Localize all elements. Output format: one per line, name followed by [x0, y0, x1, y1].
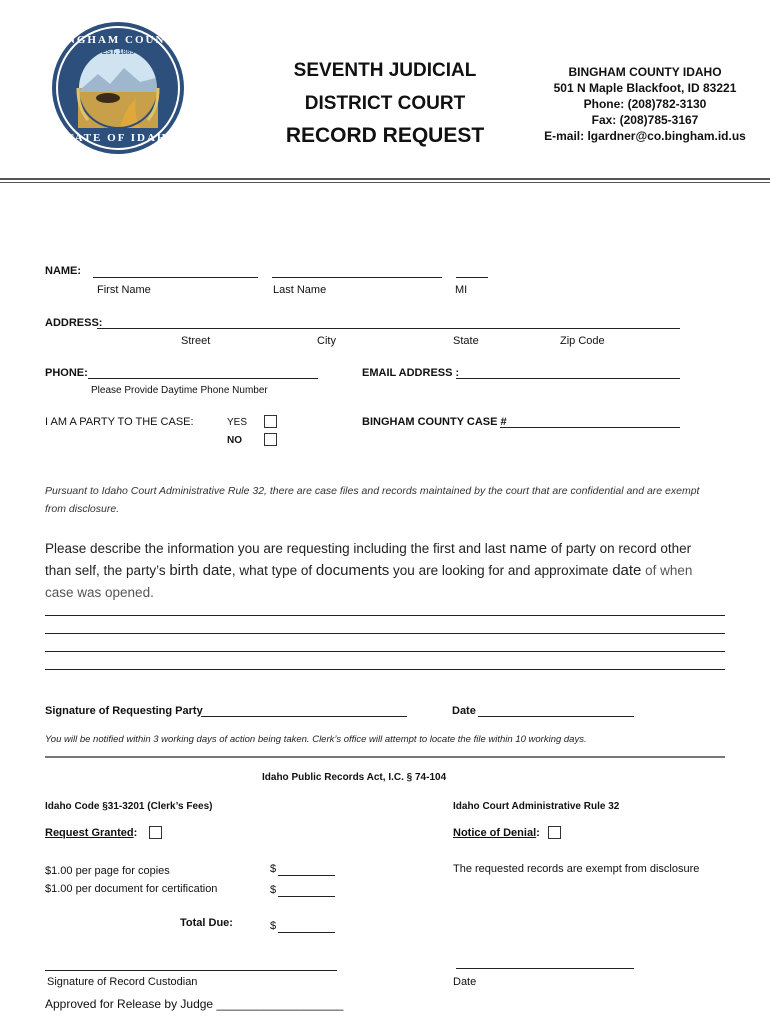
phone-field[interactable] [88, 378, 318, 379]
seal-bottom-text: STATE OF IDAHO [57, 132, 179, 144]
notice-denial-label: Notice of Denial: [453, 827, 540, 839]
judge-approval: Approved for Release by Judge ___________________ [45, 997, 344, 1011]
total-due-dollar: $ [270, 920, 277, 932]
contact-county: BINGHAM COUNTY IDAHO [568, 65, 722, 79]
email-field[interactable] [456, 378, 680, 379]
name-label: NAME: [45, 265, 82, 277]
confidential-notice: Pursuant to Idaho Court Administrative Rule 32, there are case files and records maintained by the court that are confidential and are exempt from disclosure. [45, 485, 700, 515]
email-label: EMAIL ADDRESS : [362, 367, 460, 379]
seal-est: EST. 1885 [101, 49, 135, 56]
custodian-date-label: Date [453, 976, 477, 988]
county-seal [50, 20, 186, 156]
description-line-2[interactable] [45, 633, 725, 634]
description-line-3[interactable] [45, 651, 725, 652]
first-name-caption: First Name [97, 284, 151, 296]
zip-caption: Zip Code [560, 335, 605, 347]
custodian-signature-field[interactable] [45, 970, 337, 971]
fee-cert-dollar: $ [270, 884, 277, 896]
describe-instructions [45, 538, 715, 604]
address-label: ADDRESS: [45, 317, 103, 329]
request-granted-text: Request Granted [45, 827, 134, 839]
last-name-field[interactable] [272, 277, 442, 278]
yes-checkbox[interactable] [264, 415, 277, 428]
title-line2: DISTRICT COURT [304, 93, 466, 114]
no-label: NO [227, 435, 242, 446]
fee-cert: $1.00 per document for certification [45, 883, 218, 895]
total-due-field[interactable] [278, 932, 335, 933]
custodian-date-field[interactable] [456, 968, 634, 969]
fee-copies: $1.00 per page for copies [45, 865, 170, 877]
city-caption: City [317, 335, 336, 347]
description-line-1[interactable] [45, 615, 725, 616]
fee-cert-field[interactable] [278, 896, 335, 897]
describe-key-birthdate: birth date [169, 562, 232, 579]
office-divider [45, 756, 725, 758]
street-caption: Street [181, 335, 211, 347]
signature-date-label: Date [452, 705, 476, 717]
public-records-act: Idaho Public Records Act, I.C. § 74-104 [262, 772, 447, 783]
total-due-label: Total Due: [180, 917, 233, 929]
contact-fax: Fax: (208)785-3167 [591, 113, 699, 127]
title-line1: SEVENTH JUDICIAL [293, 60, 477, 81]
state-caption: State [453, 335, 479, 347]
phone-hint: Please Provide Daytime Phone Number [91, 385, 268, 396]
contact-address: 501 N Maple Blackfoot, ID 83221 [553, 81, 737, 95]
describe-text-2: of party on record other than self, the party’s [45, 541, 692, 578]
address-field[interactable] [97, 328, 680, 329]
describe-text-4: you are looking for and approximate [389, 563, 613, 578]
party-label: I AM A PARTY TO THE CASE: [45, 416, 194, 428]
signature-date-field[interactable] [478, 716, 634, 717]
describe-text-1: Please describe the information you are requesting including the first and last [45, 541, 510, 556]
header-divider-2 [0, 182, 770, 183]
notice-denial-checkbox[interactable] [548, 826, 561, 839]
custodian-label: Signature of Record Custodian [47, 976, 198, 988]
notice-denial-text: Notice of Denial [453, 827, 537, 839]
request-granted-checkbox[interactable] [149, 826, 162, 839]
mi-caption: MI [455, 284, 468, 296]
fee-copies-field[interactable] [278, 875, 335, 876]
yes-label: YES [227, 417, 248, 428]
admin-rule-32: Idaho Court Administrative Rule 32 [453, 801, 620, 812]
contact-email: E-mail: lgardner@co.bingham.id.us [544, 129, 746, 143]
case-number-field[interactable] [500, 427, 680, 428]
seal-top-text: BINGHAM COUNTY [51, 34, 185, 46]
mi-field[interactable] [456, 277, 488, 278]
describe-key-documents: documents [315, 562, 390, 579]
signature-label: Signature of Requesting Party [45, 705, 203, 717]
no-checkbox[interactable] [264, 433, 277, 446]
request-granted-label: Request Granted: [45, 827, 138, 839]
describe-key-date: date [612, 562, 642, 579]
describe-text-5: of when case was opened. [45, 563, 693, 600]
describe-text-3: , what type of [231, 563, 316, 578]
last-name-caption: Last Name [273, 284, 327, 296]
header-divider [0, 178, 770, 180]
description-line-4[interactable] [45, 669, 725, 670]
describe-key-name: name [509, 540, 548, 557]
first-name-field[interactable] [93, 277, 258, 278]
exempt-text: The requested records are exempt from disclosure [453, 863, 700, 875]
notify-text: You will be notified within 3 working days of action being taken. Clerk’s office will attempt to locate the file within 10 working days. [45, 734, 587, 745]
contact-phone: Phone: (208)782-3130 [583, 97, 707, 111]
fee-copies-dollar: $ [270, 863, 277, 875]
clerk-fees-code: Idaho Code §31-3201 (Clerk’s Fees) [45, 801, 213, 812]
signature-field[interactable] [201, 716, 407, 717]
title-line3: RECORD REQUEST [285, 124, 485, 147]
case-label: BINGHAM COUNTY CASE # [362, 416, 507, 428]
phone-label: PHONE: [45, 367, 88, 379]
